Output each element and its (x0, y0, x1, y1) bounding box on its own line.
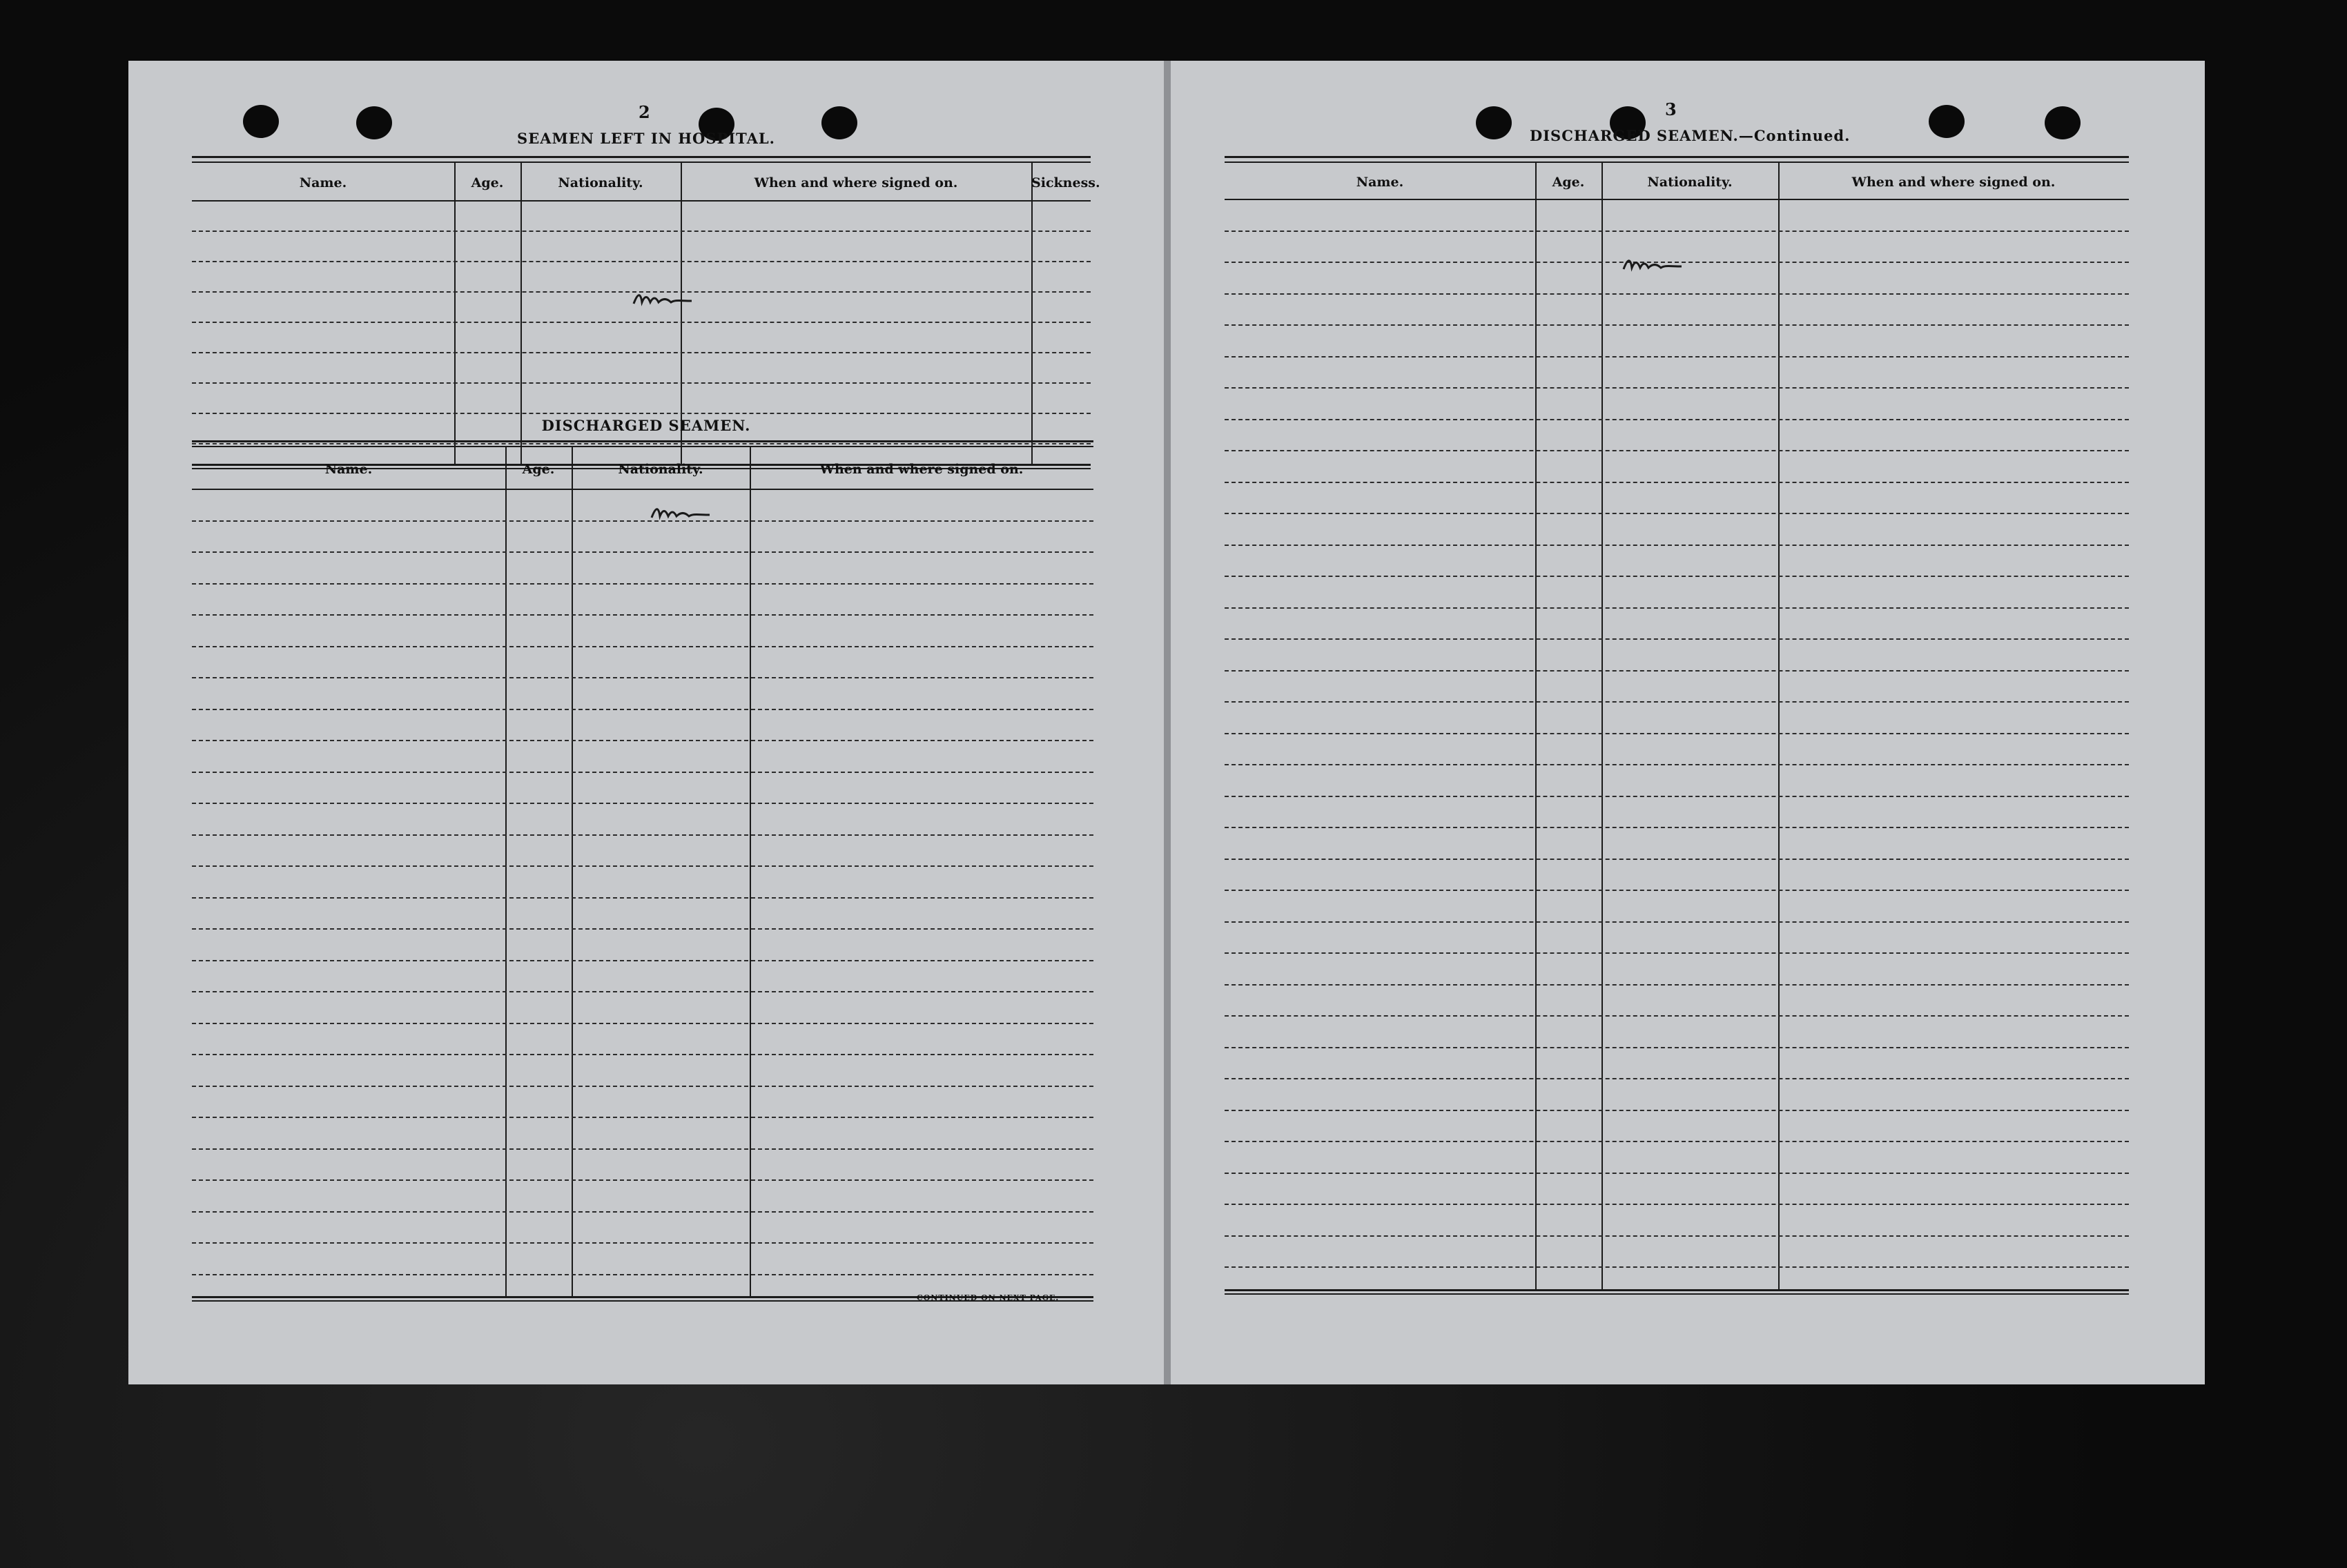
ruled-row (1225, 890, 2129, 891)
table-bottom-rule (1225, 1293, 2129, 1295)
ruled-row (192, 322, 1091, 323)
hospital-section-title: SEAMEN LEFT IN HOSPITAL. (517, 130, 775, 147)
column-header: When and where signed on. (754, 175, 958, 190)
table-top-rule (192, 156, 1091, 158)
column-divider (1601, 163, 1603, 1289)
page-number: 3 (1665, 99, 1677, 119)
column-header: Age. (522, 462, 555, 477)
table-top-rule (192, 161, 1091, 163)
table-top-rule (1225, 161, 2129, 163)
ruled-row (192, 1242, 1093, 1244)
ruled-row (192, 865, 1093, 867)
ruled-row (1225, 670, 2129, 672)
column-header: Age. (1552, 175, 1585, 190)
ruled-row (1225, 231, 2129, 232)
ruled-row (192, 352, 1091, 353)
ruled-row (1225, 952, 2129, 954)
column-divider (750, 447, 751, 1296)
handwritten-mark (632, 288, 694, 309)
ruled-row (1225, 1204, 2129, 1205)
ruled-row (192, 1148, 1093, 1150)
ruled-row (192, 231, 1091, 232)
table-bottom-rule (1225, 1289, 2129, 1291)
ruled-row (1225, 1015, 2129, 1017)
column-header: Sickness. (1031, 175, 1100, 190)
ruled-row (1225, 859, 2129, 860)
discharged-table (192, 440, 1093, 1351)
ruled-row (1225, 1047, 2129, 1048)
ruled-row (192, 740, 1093, 741)
punch-hole-icon (2045, 106, 2081, 139)
header-rule (1225, 199, 2129, 200)
discharged-continued-table (1225, 156, 2129, 1350)
ruled-row (192, 1274, 1093, 1275)
column-divider (505, 447, 507, 1296)
column-header: Name. (299, 175, 347, 190)
punch-hole-icon (1476, 106, 1512, 139)
ruled-row (1225, 576, 2129, 577)
column-header: Name. (1356, 175, 1404, 190)
discharged-section-title: DISCHARGED SEAMEN. (541, 417, 751, 434)
table-top-rule (192, 446, 1093, 447)
handwritten-mark (1622, 254, 1684, 275)
ruled-row (192, 1086, 1093, 1087)
ruled-row (192, 551, 1093, 553)
column-header: Name. (324, 462, 373, 477)
ruled-row (1225, 827, 2129, 828)
ruled-row (1225, 1078, 2129, 1079)
ruled-row (192, 382, 1091, 384)
ruled-row (1225, 293, 2129, 295)
ruled-row (1225, 984, 2129, 986)
ruled-row (1225, 1235, 2129, 1237)
table-top-rule (1225, 156, 2129, 158)
ruled-row (1225, 1266, 2129, 1268)
header-rule (192, 489, 1093, 490)
ruled-row (1225, 701, 2129, 703)
ruled-row (1225, 921, 2129, 923)
ruled-row (1225, 1173, 2129, 1174)
ruled-row (192, 413, 1091, 414)
punch-hole-icon (1929, 105, 1965, 138)
ruled-row (1225, 324, 2129, 326)
ruled-row (1225, 545, 2129, 546)
column-header: Age. (471, 175, 504, 190)
table-top-rule (192, 440, 1093, 442)
ruled-row (1225, 1141, 2129, 1142)
column-divider (1778, 163, 1780, 1289)
ruled-row (192, 960, 1093, 961)
ruled-row (192, 709, 1093, 710)
ruled-row (192, 897, 1093, 899)
ruled-row (1225, 482, 2129, 483)
ruled-row (1225, 450, 2129, 451)
column-header: Nationality. (1647, 175, 1733, 190)
ruled-row (1225, 764, 2129, 765)
header-rule (192, 200, 1091, 202)
ruled-row (1225, 513, 2129, 514)
ruled-row (192, 1023, 1093, 1024)
ruled-row (192, 583, 1093, 585)
ruled-row (192, 614, 1093, 616)
ruled-row (192, 1211, 1093, 1213)
ruled-row (1225, 356, 2129, 357)
handwritten-mark (650, 502, 712, 523)
ruled-row (192, 1179, 1093, 1181)
ruled-row (1225, 638, 2129, 640)
ruled-row (1225, 796, 2129, 797)
ruled-row (192, 928, 1093, 930)
continued-footer: CONTINUED ON NEXT PAGE. (917, 1293, 1060, 1302)
ruled-row (192, 1054, 1093, 1055)
column-header: When and where signed on. (1851, 175, 2056, 190)
ruled-row (1225, 387, 2129, 389)
ruled-row (192, 677, 1093, 678)
column-header: Nationality. (618, 462, 703, 477)
ruled-row (1225, 607, 2129, 609)
ruled-row (1225, 419, 2129, 420)
ruled-row (192, 991, 1093, 992)
right-page (1171, 61, 2205, 1384)
left-page (128, 61, 1164, 1384)
column-divider (1535, 163, 1537, 1289)
ruled-row (1225, 1110, 2129, 1111)
ruled-row (192, 261, 1091, 262)
ruled-row (192, 1117, 1093, 1118)
ruled-row (192, 772, 1093, 773)
ruled-row (192, 834, 1093, 836)
ruled-row (192, 803, 1093, 804)
column-header: When and where signed on. (819, 462, 1024, 477)
column-divider (572, 447, 573, 1296)
right-section-title: DISCHARGED SEAMEN.—Continued. (1530, 127, 1851, 144)
page-number: 2 (639, 102, 650, 122)
ruled-row (192, 520, 1093, 522)
ruled-row (192, 646, 1093, 647)
ruled-row (1225, 733, 2129, 734)
column-header: Nationality. (558, 175, 643, 190)
